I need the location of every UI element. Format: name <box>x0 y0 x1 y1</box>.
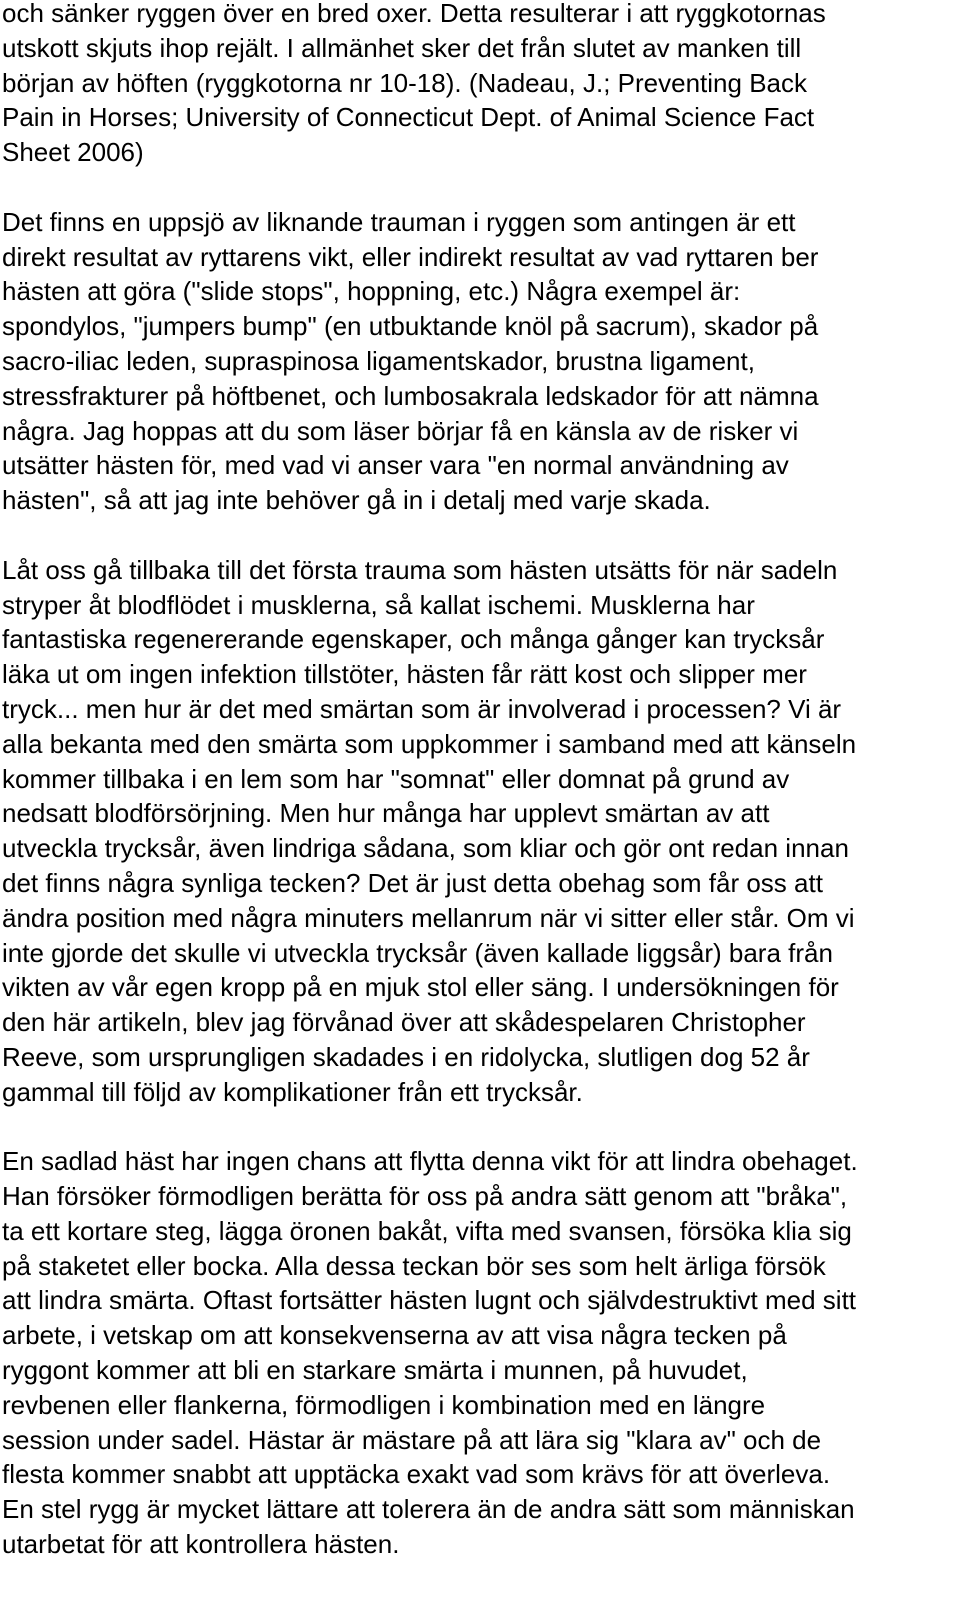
text-line: Låt oss gå tillbaka till det första trauma som hästen utsätts för när sadeln <box>2 554 838 585</box>
text-line: nedsatt blodförsörjning. Men hur många har upplevt smärtan av att <box>2 798 770 829</box>
text-line: inte gjorde det skulle vi utveckla trycksår (även kallade liggsår) bara från <box>2 937 833 968</box>
text-line: gammal till följd av komplikationer från ett trycksår. <box>2 1076 583 1107</box>
text-line: ta ett kortare steg, lägga öronen bakåt, vifta med svansen, försöka klia sig <box>2 1215 852 1246</box>
text-line: några. Jag hoppas att du som läser börjar få en känsla av de risker vi <box>2 415 799 446</box>
text-line: ändra position med några minuters mellanrum när vi sitter eller står. Om vi <box>2 902 855 933</box>
text-line: fantastiska regenererande egenskaper, och många gånger kan trycksår <box>2 624 825 655</box>
text-line: hästen att göra ("slide stops", hoppning, etc.) Några exempel är: <box>2 276 741 307</box>
text-line: tryck... men hur är det med smärtan som är involverad i processen? Vi är <box>2 693 842 724</box>
paragraph-trauma-examples <box>2 205 960 518</box>
text-line: arbete, i vetskap om att konsekvenserna av att visa några tecken på <box>2 1320 787 1351</box>
paragraph-back-injury-intro <box>2 0 960 170</box>
paragraph-ischemia <box>2 553 960 1110</box>
text-line: En sadlad häst har ingen chans att flytta denna vikt för att lindra obehaget. <box>2 1146 858 1177</box>
text-line: läka ut om ingen infektion tillstöter, hästen får rätt kost och slipper mer <box>2 659 807 690</box>
text-line: början av höften (ryggkotorna nr 10-18). (Nadeau, J.; Preventing Back <box>2 67 807 98</box>
document-page <box>2 0 960 1597</box>
text-line: sacro-iliac leden, supraspinosa ligamentskador, brustna ligament, <box>2 345 755 376</box>
text-line: hästen", så att jag inte behöver gå in i detalj med varje skada. <box>2 485 711 516</box>
text-line: utsätter hästen för, med vad vi anser vara "en normal användning av <box>2 450 789 481</box>
text-line: direkt resultat av ryttarens vikt, eller indirekt resultat av vad ryttaren ber <box>2 241 819 272</box>
text-line: En stel rygg är mycket lättare att tolerera än de andra sätt som människan <box>2 1494 855 1525</box>
text-line: Han försöker förmodligen berätta för oss på andra sätt genom att "bråka", <box>2 1181 848 1212</box>
text-line: kommer tillbaka i en lem som har "somnat" eller domnat på grund av <box>2 763 790 794</box>
text-line: vikten av vår egen kropp på en mjuk stol eller säng. I undersökningen för <box>2 972 839 1003</box>
text-line: på staketet eller bocka. Alla dessa teckan bör ses som helt ärliga försök <box>2 1250 826 1281</box>
text-line: alla bekanta med den smärta som uppkommer i samband med att känseln <box>2 728 857 759</box>
text-line: Pain in Horses; University of Connecticut Dept. of Animal Science Fact <box>2 102 815 133</box>
text-line: och sänker ryggen över en bred oxer. Detta resulterar i att ryggkotornas <box>2 0 826 28</box>
text-line: utarbetat för att kontrollera hästen. <box>2 1529 400 1560</box>
text-line: Det finns en uppsjö av liknande trauman i ryggen som antingen är ett <box>2 206 796 237</box>
text-line: revbenen eller flankerna, förmodligen i kombination med en längre <box>2 1389 766 1420</box>
text-line: ryggont kommer att bli en starkare smärta i munnen, på huvudet, <box>2 1355 748 1386</box>
paragraph-saddled-horse <box>2 1144 960 1562</box>
text-line: den här artikeln, blev jag förvånad över att skådespelaren Christopher <box>2 1007 806 1038</box>
text-line: utveckla trycksår, även lindriga sådana, som kliar och gör ont redan innan <box>2 833 849 864</box>
text-line: Reeve, som ursprungligen skadades i en ridolycka, slutligen dog 52 år <box>2 1041 810 1072</box>
text-line: stryper åt blodflödet i musklerna, så kallat ischemi. Musklerna har <box>2 589 755 620</box>
text-line: session under sadel. Hästar är mästare på att lära sig "klara av" och de <box>2 1424 822 1455</box>
text-line: Sheet 2006) <box>2 137 144 168</box>
text-line: utskott skjuts ihop rejält. I allmänhet sker det från slutet av manken till <box>2 32 802 63</box>
text-line: att lindra smärta. Oftast fortsätter hästen lugnt och självdestruktivt med sitt <box>2 1285 857 1316</box>
text-line: flesta kommer snabbt att upptäcka exakt vad som krävs för att överleva. <box>2 1459 831 1490</box>
text-line: spondylos, "jumpers bump" (en utbuktande knöl på sacrum), skador på <box>2 311 819 342</box>
text-line: det finns några synliga tecken? Det är just detta obehag som får oss att <box>2 867 823 898</box>
text-line: stressfrakturer på höftbenet, och lumbosakrala ledskador för att nämna <box>2 380 819 411</box>
